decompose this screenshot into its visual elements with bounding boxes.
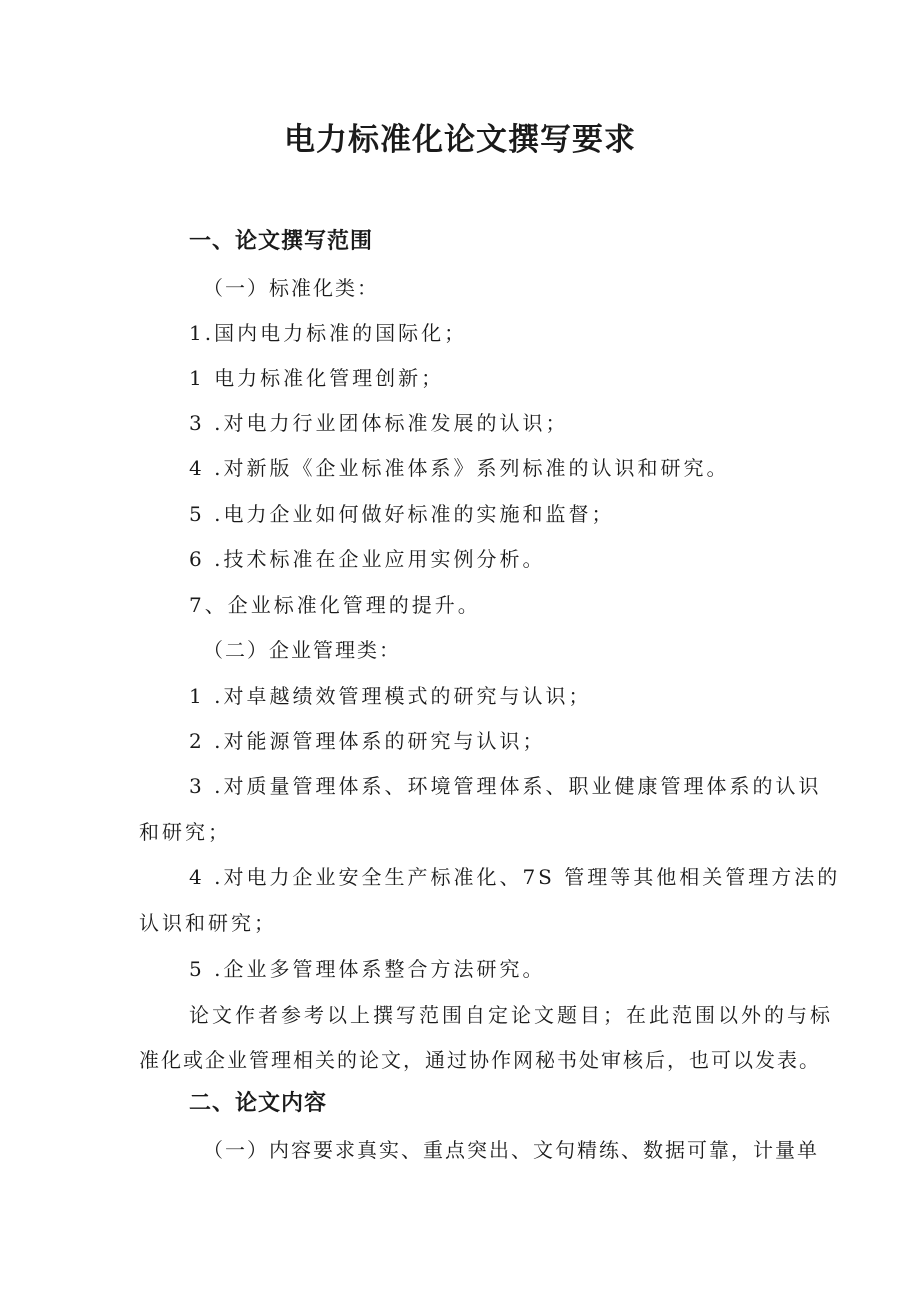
list-item: 1 电力标准化管理创新； [189,366,445,390]
list-item: 5 .电力企业如何做好标准的实施和监督； [189,502,615,526]
list-item: 4 .对新版《企业标准体系》系列标准的认识和研究。 [189,456,730,480]
list-item: 2 .对能源管理体系的研究与认识； [189,729,546,753]
list-item-continuation: 认识和研究； [139,911,277,935]
list-item-continuation: 和研究； [139,820,231,844]
section-heading-scope: 一、论文撰写范围 [189,229,374,254]
content-paragraph: （一）内容要求真实、重点突出、文句精练、数据可靠，计量单 [203,1138,819,1162]
list-item: 3 .对质量管理体系、环境管理体系、职业健康管理体系的认识 [189,774,822,798]
scope-note-line: 准化或企业管理相关的论文，通过协作网秘书处审核后，也可以发表。 [139,1048,821,1072]
list-item: 3 .对电力行业团体标准发展的认识； [189,411,569,435]
list-item: 1.国内电力标准的国际化； [189,321,468,345]
list-item: 5 .企业多管理体系整合方法研究。 [189,957,546,981]
document-title: 电力标准化论文撰写要求 [284,122,636,158]
list-item: 7、企业标准化管理的提升。 [189,593,481,617]
list-item: 6 .技术标准在企业应用实例分析。 [189,547,546,571]
subsection-heading-management: （二）企业管理类： [203,638,401,662]
section-heading-content: 二、论文内容 [189,1091,328,1116]
scope-note-line: 论文作者参考以上撰写范围自定论文题目；在此范围以外的与标 [189,1003,833,1027]
list-item: 4 .对电力企业安全生产标准化、7S 管理等其他相关管理方法的 [189,865,841,889]
list-item: 1 .对卓越绩效管理模式的研究与认识； [189,684,592,708]
subsection-heading-standardization: （一）标准化类： [203,276,379,300]
